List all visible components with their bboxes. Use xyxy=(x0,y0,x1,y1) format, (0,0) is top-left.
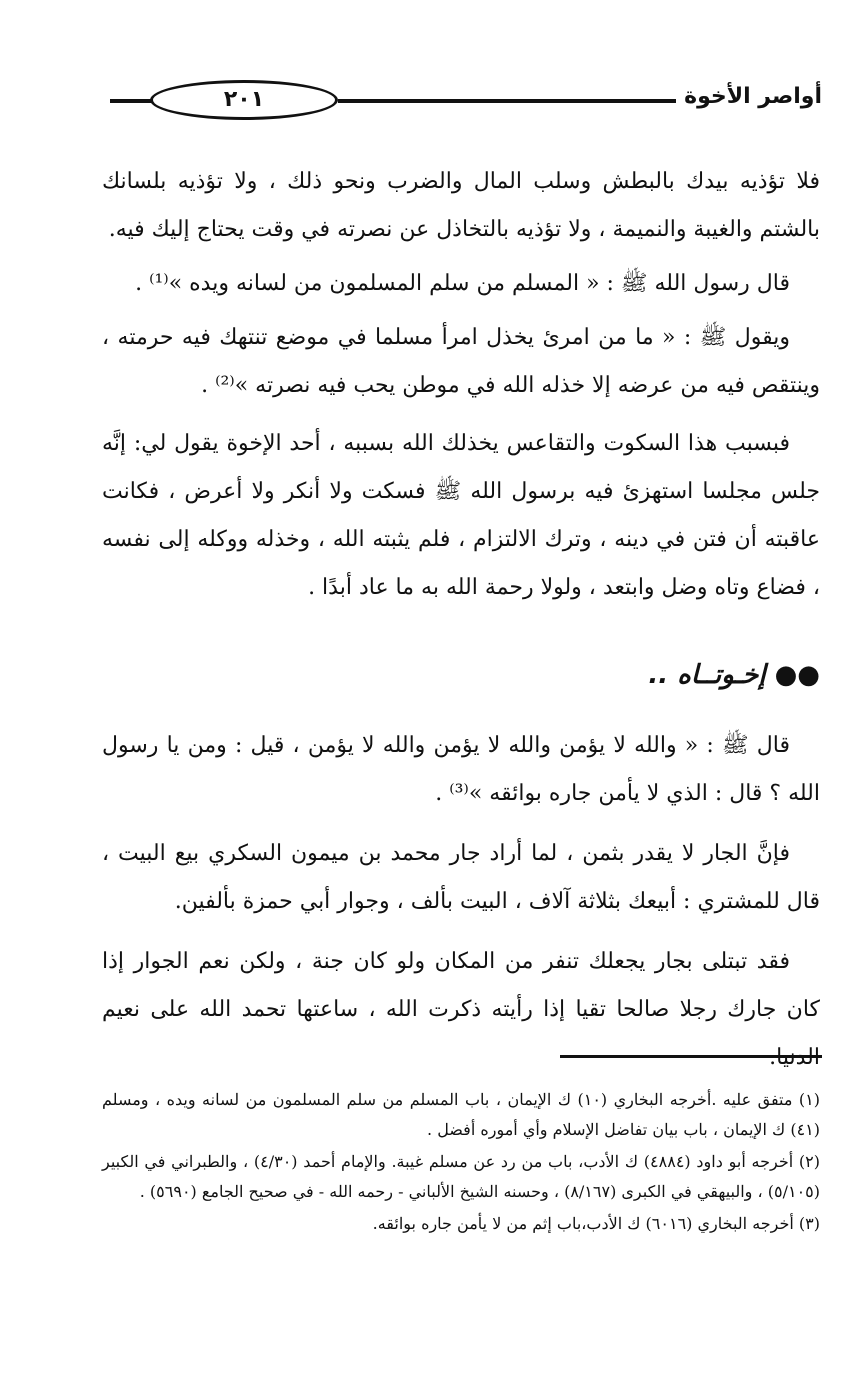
footnote-3: (٣) أخرجه البخاري (٦٠١٦) ك الأدب،باب إثم من لا يأمن جاره بوائقه. xyxy=(372,1214,820,1233)
paragraph-good-neighbor: فقد تبتلى بجار يجعلك تنفر من المكان ولو كان جنة ، ولكن نعم الجوار إذا كان جارك رجلا صالحا تقيا إذا رأيته ذكرت الله ، ساعتها تحمد الله على نعيم الدنيا. xyxy=(102,949,820,1070)
paragraph-hadith-2: ويقول ﷺ : « ما من امرئ يخذل امرأ مسلما في موضع تنتهك فيه حرمته ، وينتقص فيه من عرضه إلا خذله الله في موطن يحب فيه نصرته »⁽²⁾ . xyxy=(102,325,820,398)
body-text-top xyxy=(102,158,820,612)
section-title: ●● إخـوتــاه .. xyxy=(648,660,820,690)
paragraph-hadith-1: قال رسول الله ﷺ : « المسلم من سلم المسلمون من لسانه ويده »⁽¹⁾ . xyxy=(135,271,790,296)
page-header xyxy=(110,80,822,122)
running-title: أواصر الأخوة xyxy=(676,84,822,109)
footnotes xyxy=(102,1085,820,1241)
paragraph-story: فبسبب هذا السكوت والتقاعس يخذلك الله بسببه ، أحد الإخوة يقول لي: إنَّه جلس مجلسا استهزئ فيه برسول الله ﷺ فسكت ولا أنكر ولا أعرض ، فكانت عاقبته أن فتن في دينه ، وترك الالتزام ، فلم يثبته الله ، وخذله ووكله إلى نفسه ، فضاع وتاه وضل وابتعد ، ولولا رحمة الله به ما عاد أبدًا . xyxy=(102,431,820,600)
footnote-separator xyxy=(560,1055,822,1058)
paragraph-neighbor: فإنَّ الجار لا يقدر بثمن ، لما أراد جار محمد بن ميمون السكري بيع البيت ، قال للمشتري : أبيعك بثلاثة آلاف ، البيت بألف ، وجوار أبي حمزة بألفين. xyxy=(102,841,820,914)
footnote-2: (٢) أخرجه أبو داود (٤٨٨٤) ك الأدب، باب من رد عن مسلم غيبة. والإمام أحمد (٤/٣٠) ، والطبراني في الكبير (٥/١٠٥) ، والبيهقي في الكبرى (٨/١٦٧) ، وحسنه الشيخ الألباني - رحمه الله - في صحيح الجامع (٥٦٩٠) . xyxy=(102,1152,820,1201)
paragraph-1: فلا تؤذيه بيدك بالبطش وسلب المال والضرب ونحو ذلك ، ولا تؤذيه بلسانك بالشتم والغيبة والنميمة ، ولا تؤذيه بالتخاذل عن نصرته في وقت يحتاج إليك فيه. xyxy=(102,169,820,242)
body-text-bottom xyxy=(102,722,820,1082)
footnote-1: (١) متفق عليه .أخرجه البخاري (١٠) ك الإيمان ، باب المسلم من سلم المسلمون من لسانه ويده ، ومسلم (٤١) ك الإيمان ، باب بيان تفاضل الإسلام وأي أموره أفضل . xyxy=(102,1090,820,1139)
page-number: ٢٠١ xyxy=(150,80,338,120)
paragraph-hadith-3: قال ﷺ : « والله لا يؤمن والله لا يؤمن والله لا يؤمن ، قيل : ومن يا رسول الله ؟ قال : الذي لا يأمن جاره بوائقه »⁽³⁾ . xyxy=(102,733,820,806)
